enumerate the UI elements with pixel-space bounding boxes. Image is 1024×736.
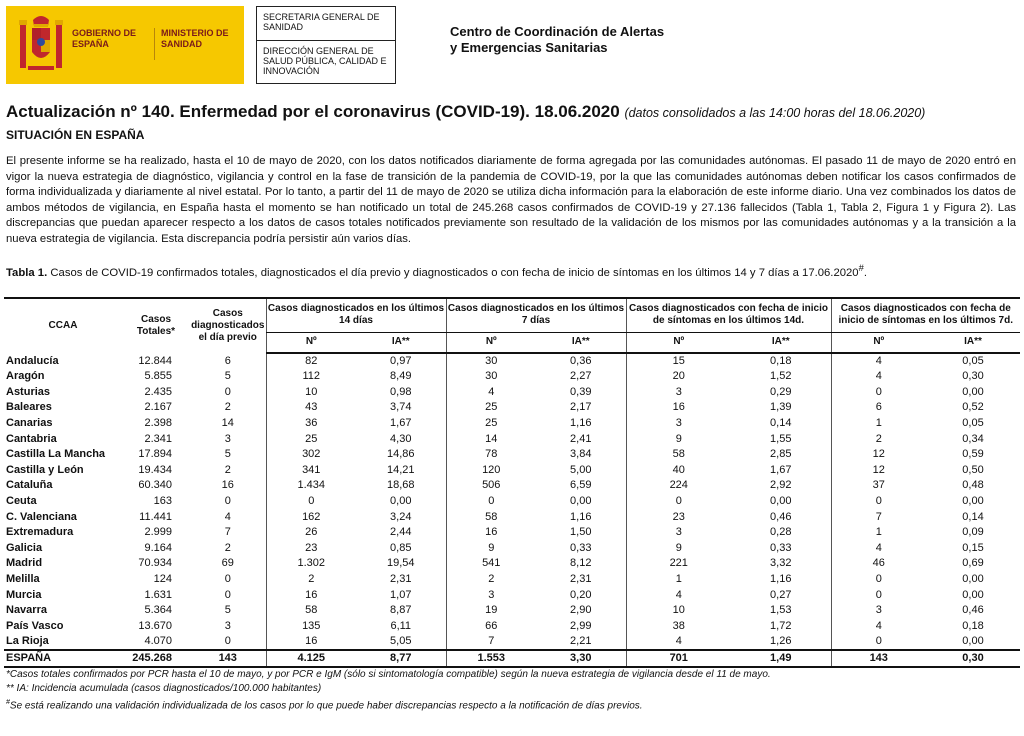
cell-diag14-ia: 3,24 [390,510,412,523]
cell-dia-previo: 69 [190,556,266,572]
total-diag7-ia: 3,30 [536,650,626,667]
document-header [6,6,1018,84]
cell-dia-previo: 2 [190,463,266,479]
cell-diag14-n: 112 [266,369,356,385]
section-heading: SITUACIÓN EN ESPAÑA [6,128,145,142]
cell-diag14-n: 2 [266,572,356,588]
cell-sint7-ia: 0,00 [962,385,984,398]
cell-sint7-ia: 0,15 [962,541,984,554]
cell-diag7-ia: 1,16 [570,417,592,430]
cell-sint14-n: 1 [626,572,731,588]
header-ia: IA** [356,332,446,353]
cell-diag14-n: 1.302 [266,556,356,572]
cell-sint7-ia: 0,46 [962,604,984,617]
cell-sint7-n: 1 [831,525,926,541]
cell-sint7-ia: 0,59 [962,448,984,461]
table-row [4,385,1020,401]
cell-sint7-n: 7 [831,509,926,525]
cell-diag7-n: 58 [446,509,536,525]
cell-diag14-n: 23 [266,541,356,557]
cell-sint7-n: 1 [831,416,926,432]
cell-diag14-ia: 1,67 [390,417,412,430]
cell-diag14-ia: 4,30 [356,431,446,447]
cell-ccaa: Ceuta [4,494,122,510]
cell-sint7-n: 46 [831,556,926,572]
cell-sint7-ia: 0,05 [962,417,984,430]
header-n: Nº [446,332,536,353]
cell-sint14-n: 3 [626,416,731,432]
cell-diag7-ia: 6,59 [570,479,592,492]
cell-sint14-ia: 0,14 [770,417,792,430]
cell-diag14-ia: 5,05 [390,635,412,648]
header-ia: IA** [731,332,831,353]
cell-sint14-ia: 1,67 [731,463,831,479]
cell-diag7-n: 541 [446,556,536,572]
footnotes [6,668,771,713]
cell-sint7-n: 3 [831,603,926,619]
cell-sint14-n: 3 [626,525,731,541]
header-diag7: Casos diagnosticados en los últimos 7 días [446,298,626,332]
cell-diag7-ia: 0,36 [570,355,592,367]
cell-ccaa: País Vasco [4,619,122,635]
cell-diag7-ia: 8,12 [536,556,626,572]
cell-sint7-ia: 0,14 [962,510,984,523]
table-row [4,463,1020,479]
cell-sint14-ia: 1,55 [731,431,831,447]
table-row [4,431,1020,447]
cell-casos-totales: 9.164 [144,541,172,554]
cell-sint7-ia: 0,34 [926,431,1020,447]
cell-diag14-n: 82 [266,353,356,369]
cell-sint14-n: 3 [626,385,731,401]
cell-casos-totales: 12.844 [138,354,172,367]
cell-diag7-n: 30 [446,369,536,385]
cell-dia-previo: 0 [224,635,231,648]
secretaria-label: SECRETARIA GENERAL DE SANIDAD [257,7,395,41]
table-row [4,572,1020,588]
cell-sint14-ia: 3,32 [731,556,831,572]
cell-dia-previo: 16 [221,479,234,492]
coat-of-arms-icon [18,14,64,76]
cell-diag7-ia: 2,27 [536,369,626,385]
total-casos-totales: 245.268 [122,650,190,667]
cell-dia-previo: 0 [190,587,266,603]
total-dia-previo: 143 [190,650,266,667]
centro-label: Centro de Coordinación de Alertas y Emergencias Sanitarias [450,24,665,55]
table-row [4,634,1020,650]
cell-ccaa: C. Valenciana [6,510,77,523]
cell-casos-totales: 2.167 [122,400,190,416]
header-n: Nº [266,332,356,353]
direccion-label: DIRECCIÓN GENERAL DE SALUD PÚBLICA, CALIDAD E INNOVACIÓN [263,46,387,76]
cell-sint14-n: 4 [626,634,731,650]
cell-casos-totales: 2.435 [144,385,172,398]
page-title [6,102,925,122]
table-caption-text: Casos de COVID-19 confirmados totales, diagnosticados el día previo y diagnosticados o con fecha de inicio de síntomas en los últimos 14 y 7 días a 17.06.2020 [47,266,859,279]
cell-sint7-n: 0 [831,494,926,510]
cell-diag14-n: 25 [266,431,356,447]
cell-sint14-ia: 2,92 [770,479,792,492]
cell-sint7-n: 12 [831,463,926,479]
cell-diag7-ia: 2,41 [536,431,626,447]
cell-sint14-ia: 1,26 [770,635,792,648]
cell-ccaa: Baleares [4,400,122,416]
cell-diag7-n: 120 [446,463,536,479]
header-ccaa: CCAA [4,298,122,353]
cell-diag7-n: 14 [446,431,536,447]
total-sint7-n: 143 [831,650,926,667]
intro-paragraph: El presente informe se ha realizado, hasta el 10 de mayo de 2020, con los datos notificados diariamente de forma agregada por las comunidades autónomas. El pasado 11 de mayo de 2020 entró en vigor la nueva estrategia de diagnóstico, vigilancia y control en la fase de transición de la pandemia de COVID-19, por la que las comunidades autónomas deben notificar los casos confirmados de forma individualizada y diariamente al nivel estatal. Por lo tanto, a partir del 11 de mayo de 2020 se utiliza dicha información para la elaboración de este informe diario. Una vez combinados los datos de ambos métodos de vigilancia, en España hasta el momento se han notificado un total de 245.268 casos confirmados de COVID-19 y 27.136 fallecidos (Tabla 1, Tabla 2, Figura 1 y Figura 2). Las discrepancias que puedan aparecer respecto a los datos de casos totales notificados previamente son resultado de la validación de los mismos por las comunidades autónomas y a la transición a la nueva estrategia de vigilancia. Esta discrepancia podría persistir aún varios días. [6,155,1016,245]
cell-sint7-ia: 0,30 [926,369,1020,385]
cell-sint7-ia: 0,00 [962,635,984,648]
cell-ccaa: Asturias [6,385,51,398]
cell-ccaa: Castilla y León [4,463,122,479]
cell-diag7-n: 7 [446,634,536,650]
cell-sint14-n: 15 [626,353,731,369]
cell-sint7-ia: 0,52 [926,400,1020,416]
cell-diag14-n: 0 [266,494,356,510]
cell-ccaa: Melilla [6,573,40,586]
cell-ccaa: Madrid [4,556,122,572]
cell-sint14-n: 9 [626,541,731,557]
cell-ccaa: Navarra [6,604,47,617]
cell-diag14-n: 1.434 [266,478,356,494]
cell-sint14-n: 221 [626,556,731,572]
cell-diag7-ia: 3,84 [570,448,592,461]
cell-diag7-ia: 1,16 [570,510,592,523]
cell-sint7-n: 4 [831,619,926,635]
cell-ccaa: Galicia [6,541,43,554]
cell-diag7-ia: 5,00 [536,463,626,479]
cell-sint14-ia: 0,29 [770,385,792,398]
cell-diag14-ia: 3,74 [356,400,446,416]
cell-ccaa: Murcia [4,587,122,603]
table-caption-label: Tabla 1. [6,266,48,279]
cell-sint7-ia: 0,69 [926,556,1020,572]
cell-diag7-n: 66 [446,619,536,635]
header-n: Nº [831,332,926,353]
cell-casos-totales: 11.441 [139,510,172,523]
cell-casos-totales: 163 [122,494,190,510]
cell-diag14-ia: 19,54 [356,556,446,572]
footnote-2: ** IA: Incidencia acumulada (casos diagnosticados/100.000 habitantes) [6,683,322,694]
cell-dia-previo: 5 [224,448,231,461]
table-body [4,353,1020,650]
cell-sint14-ia: 1,72 [731,619,831,635]
table-row [4,478,1020,494]
cell-dia-previo: 5 [224,604,231,617]
cell-diag14-n: 36 [266,416,356,432]
total-ccaa: ESPAÑA [4,650,122,667]
cell-sint14-n: 23 [626,509,731,525]
cell-diag7-ia: 2,99 [536,619,626,635]
cell-casos-totales: 70.934 [122,556,190,572]
table-row [4,369,1020,385]
footnote-3-sup: # [6,699,10,706]
cell-sint14-n: 16 [626,400,731,416]
cell-sint14-n: 40 [626,463,731,479]
cell-sint14-n: 4 [626,587,731,603]
table-caption-sup: # [858,262,864,273]
cell-sint7-n: 6 [831,400,926,416]
cell-sint14-ia: 2,85 [770,448,792,461]
cell-diag7-n: 3 [446,587,536,603]
cell-sint7-ia: 0,00 [926,494,1020,510]
cell-sint7-n: 37 [831,478,926,494]
cell-diag14-n: 26 [266,525,356,541]
cell-dia-previo: 3 [190,619,266,635]
cell-sint14-ia: 0,27 [731,587,831,603]
cell-sint14-ia: 0,33 [770,541,792,554]
cell-dia-previo: 7 [190,525,266,541]
cell-diag7-ia: 1,50 [536,525,626,541]
cell-sint14-ia: 1,39 [731,400,831,416]
cell-sint7-ia: 0,05 [962,355,984,367]
cell-sint7-ia: 0,00 [962,573,984,586]
table-row [4,353,1020,369]
cell-diag7-ia: 2,31 [570,573,592,586]
total-diag7-n: 1.553 [446,650,536,667]
cell-diag7-n: 25 [446,416,536,432]
cell-casos-totales: 19.434 [122,463,190,479]
cell-diag7-n: 78 [446,447,536,463]
cell-ccaa: Extremadura [4,525,122,541]
cell-dia-previo: 0 [224,385,231,398]
header-ia: IA** [926,332,1020,353]
total-diag14-ia: 8,77 [356,650,446,667]
cell-diag7-ia: 2,17 [536,400,626,416]
table-row [4,494,1020,510]
cell-diag14-ia: 0,00 [356,494,446,510]
cases-table [4,297,1020,668]
header-sint14: Casos diagnosticados con fecha de inicio de síntomas en los últimos 14d. [626,298,831,332]
cell-diag7-ia: 2,21 [570,635,592,648]
header-diag14: Casos diagnosticados en los últimos 14 días [266,298,446,332]
cell-sint14-n: 38 [626,619,731,635]
cell-diag14-ia: 14,86 [386,448,415,461]
cell-diag7-ia: 0,33 [570,541,592,554]
total-diag14-n: 4.125 [266,650,356,667]
cell-diag7-n: 0 [446,494,536,510]
cell-casos-totales: 4.070 [144,635,172,648]
table-caption [6,262,867,279]
table-row [4,447,1020,463]
cell-sint7-n: 4 [831,353,926,369]
cell-sint14-n: 10 [626,603,731,619]
secretaria-box [256,6,396,84]
footnote-3-text: Se está realizando una validación individualizada de los casos por lo que puede haber discrepancias respecto a la notificación de días previos. [9,700,643,712]
cell-sint7-n: 2 [831,431,926,447]
ministerio-label: MINISTERIO DE SANIDAD [154,28,234,60]
title-subtitle: (datos consolidados a las 14:00 horas del 18.06.2020) [624,106,926,120]
total-sint14-ia: 1,49 [731,650,831,667]
government-logo-block [6,6,244,84]
cell-dia-previo: 4 [224,510,231,523]
cell-casos-totales: 2.341 [122,431,190,447]
cell-casos-totales: 5.855 [122,369,190,385]
cell-casos-totales: 2.999 [122,525,190,541]
cell-sint14-ia: 0,46 [770,510,792,523]
cell-diag7-n: 30 [446,353,536,369]
cell-diag14-n: 43 [266,400,356,416]
cell-diag14-ia: 2,44 [356,525,446,541]
cell-casos-totales: 124 [153,573,172,586]
cell-diag7-n: 4 [446,385,536,401]
cell-ccaa: Andalucía [6,354,59,367]
cell-ccaa: Cataluña [6,479,53,492]
table-row [4,541,1020,557]
cell-sint14-n: 224 [626,478,731,494]
table-row [4,556,1020,572]
cell-sint7-n: 4 [831,369,926,385]
cell-casos-totales: 5.364 [144,604,172,617]
cell-diag14-ia: 0,97 [390,355,412,367]
cell-sint7-n: 0 [831,634,926,650]
cell-sint14-n: 20 [626,369,731,385]
cell-diag7-n: 16 [446,525,536,541]
table-total-row [4,650,1020,667]
cell-sint14-n: 58 [626,447,731,463]
header-sint7: Casos diagnosticados con fecha de inicio de síntomas en los últimos 7d. [831,298,1020,332]
cell-diag14-n: 58 [266,603,356,619]
cell-diag14-n: 16 [266,634,356,650]
cell-diag14-n: 16 [266,587,356,603]
cell-diag7-n: 25 [446,400,536,416]
table-caption-end: . [863,266,867,279]
header-dia-previo: Casos diagnosticados el día previo [190,298,266,353]
table-row [4,603,1020,619]
cell-sint7-ia: 0,00 [926,587,1020,603]
cell-dia-previo: 2 [190,400,266,416]
cell-diag7-n: 506 [446,478,536,494]
cell-diag14-ia: 1,07 [356,587,446,603]
cell-sint14-ia: 0,18 [770,355,792,367]
footnote-1: *Casos totales confirmados por PCR hasta el 10 de mayo, y por PCR e IgM (sólo si sintomatología compatible) según la nueva estrategia de vigilancia desde el 11 de mayo. [6,669,771,680]
cell-diag14-n: 135 [266,619,356,635]
cell-sint14-ia: 1,52 [731,369,831,385]
cell-dia-previo: 3 [190,431,266,447]
cell-ccaa: Cantabria [4,431,122,447]
cell-diag7-n: 9 [446,541,536,557]
table-row [4,509,1020,525]
cell-dia-previo: 14 [221,417,234,430]
cell-casos-totales: 17.894 [138,448,172,461]
cell-diag7-ia: 0,39 [570,385,592,398]
cell-diag14-ia: 6,11 [356,619,446,635]
footnote-3 [6,696,771,713]
cell-dia-previo: 0 [190,494,266,510]
cell-dia-previo: 6 [224,354,231,367]
cell-diag7-ia: 0,00 [536,494,626,510]
cell-ccaa: Castilla La Mancha [6,448,106,461]
table-row [4,416,1020,432]
header-n: Nº [626,332,731,353]
cell-diag14-ia: 18,68 [386,479,415,492]
cell-diag14-ia: 0,85 [390,541,412,554]
cell-diag7-ia: 2,90 [570,604,592,617]
cell-casos-totales: 13.670 [122,619,190,635]
cell-sint7-n: 0 [831,587,926,603]
cell-casos-totales: 1.631 [122,587,190,603]
table-row [4,525,1020,541]
cell-sint7-n: 0 [831,572,926,588]
gobierno-label: GOBIERNO DE ESPAÑA [72,28,137,49]
cell-sint14-ia: 0,28 [731,525,831,541]
total-sint7-ia: 0,30 [926,650,1020,667]
cell-sint7-ia: 0,09 [926,525,1020,541]
cell-diag14-n: 162 [266,509,356,525]
cell-sint7-n: 4 [831,541,926,557]
cell-diag7-n: 2 [446,572,536,588]
cell-sint14-ia: 0,00 [731,494,831,510]
cell-dia-previo: 0 [224,573,231,586]
cell-diag14-ia: 8,49 [356,369,446,385]
total-sint14-n: 701 [626,650,731,667]
cell-sint14-ia: 1,16 [770,573,792,586]
table-row [4,400,1020,416]
cell-diag14-n: 302 [266,447,356,463]
cell-diag14-ia: 0,98 [390,385,412,398]
cell-dia-previo: 2 [224,541,231,554]
header-ia: IA** [536,332,626,353]
table-row [4,619,1020,635]
cell-sint14-n: 0 [626,494,731,510]
cell-ccaa: Aragón [4,369,122,385]
cell-dia-previo: 5 [190,369,266,385]
cell-sint7-n: 0 [831,385,926,401]
cell-sint14-ia: 1,53 [770,604,792,617]
cell-diag14-n: 10 [266,385,356,401]
cell-sint14-n: 9 [626,431,731,447]
cell-diag14-ia: 14,21 [356,463,446,479]
header-casos-totales: Casos Totales* [122,298,190,353]
cell-diag14-ia: 8,87 [390,604,412,617]
cell-sint7-ia: 0,18 [926,619,1020,635]
cell-casos-totales: 60.340 [138,479,172,492]
cell-ccaa: La Rioja [6,635,49,648]
cell-sint7-ia: 0,50 [926,463,1020,479]
cell-casos-totales: 2.398 [144,417,172,430]
cell-ccaa: Canarias [6,417,53,430]
cell-diag7-ia: 0,20 [536,587,626,603]
table-row [4,587,1020,603]
title-main: Actualización nº 140. Enfermedad por el coronavirus (COVID-19). 18.06.2020 [6,102,625,121]
cell-diag7-n: 19 [446,603,536,619]
cell-diag14-n: 341 [266,463,356,479]
cell-sint7-ia: 0,48 [962,479,984,492]
cell-sint7-n: 12 [831,447,926,463]
cell-diag14-ia: 2,31 [390,573,412,586]
